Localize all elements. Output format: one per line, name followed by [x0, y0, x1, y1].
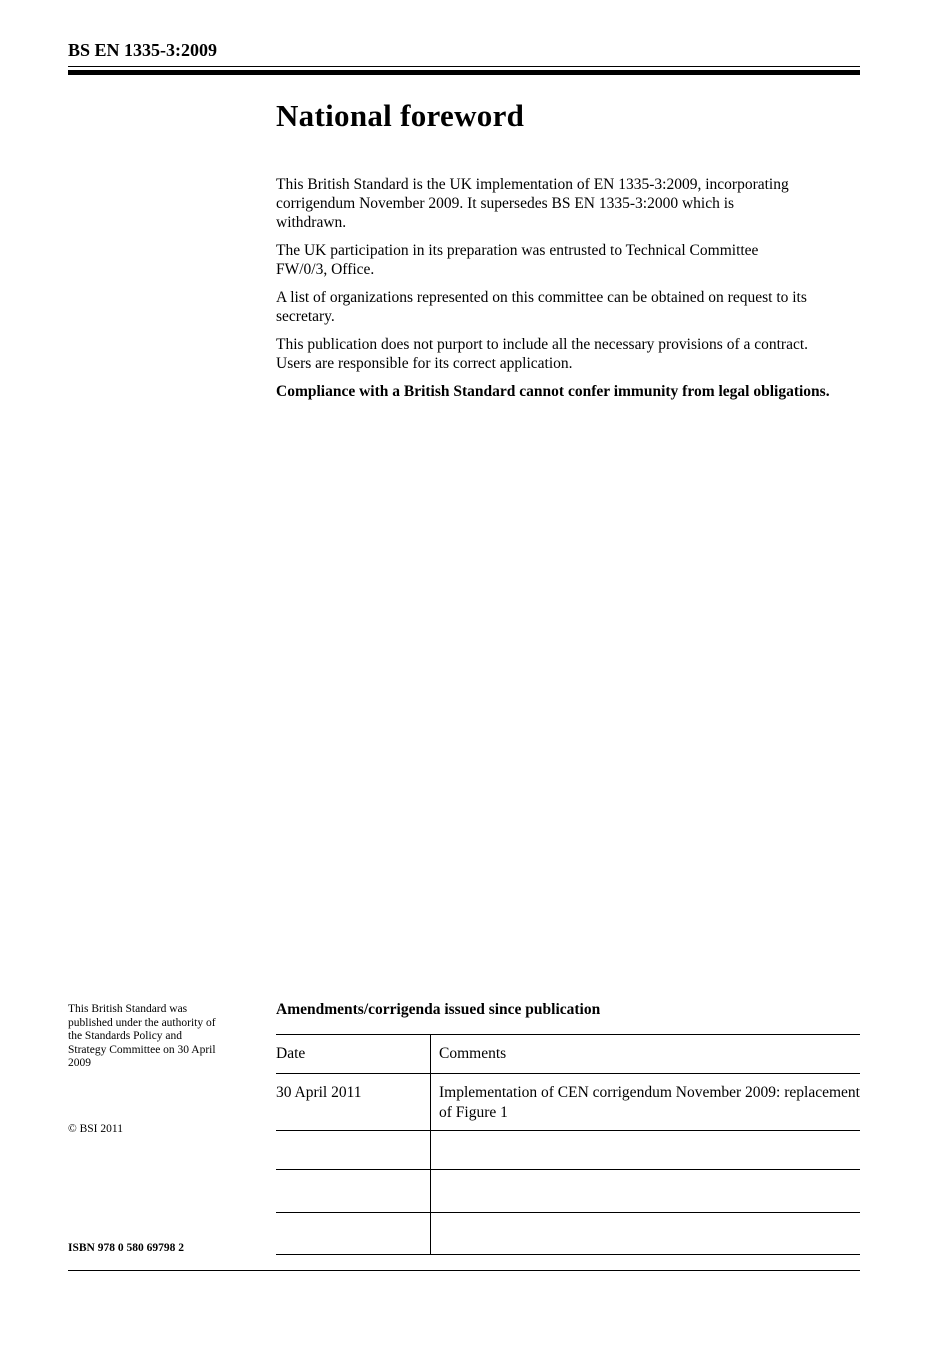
- amendment-date: [276, 1213, 431, 1255]
- foreword-body: [276, 175, 846, 410]
- foreword-paragraph: This British Standard is the UK implementation of EN 1335-3:2009, incorporating corrigendum November 2009. It supersedes BS EN 1335-3:2000 which is withdrawn.: [276, 176, 789, 231]
- amendments-table: [276, 1034, 860, 1255]
- amendment-date: 30 April 2011: [276, 1074, 431, 1131]
- copyright-notice: © BSI 2011: [68, 1123, 123, 1135]
- table-row: [276, 1213, 860, 1255]
- footer-rule: [68, 1270, 860, 1271]
- amendment-date: [276, 1170, 431, 1213]
- amendment-date: [276, 1131, 431, 1170]
- table-header-row: [276, 1035, 860, 1074]
- amendment-comment: [431, 1213, 861, 1255]
- header-rule-thin: [68, 66, 860, 67]
- foreword-paragraph: The UK participation in its preparation was entrusted to Technical Committee FW/0/3, Office.: [276, 242, 759, 278]
- column-header-comments: Comments: [431, 1035, 861, 1074]
- amendment-comment: [431, 1170, 861, 1213]
- table-row: [276, 1074, 860, 1131]
- compliance-notice: Compliance with a British Standard cannot confer immunity from legal obligations.: [276, 383, 830, 400]
- foreword-paragraph: This publication does not purport to include all the necessary provisions of a contract. Users are responsible for its correct application.: [276, 336, 809, 372]
- page-title: National foreword: [276, 98, 525, 133]
- standard-id: BS EN 1335-3:2009: [68, 40, 218, 60]
- header-rule-thick: [68, 70, 860, 75]
- table-row: [276, 1170, 860, 1213]
- foreword-paragraph: A list of organizations represented on this committee can be obtained on request to its secretary.: [276, 289, 807, 325]
- table-row: [276, 1131, 860, 1170]
- amendments-heading: Amendments/corrigenda issued since publication: [276, 1001, 601, 1018]
- isbn: ISBN 978 0 580 69798 2: [68, 1242, 184, 1254]
- publication-note: This British Standard was published under the authority of the Standards Policy and Strategy Committee on 30 April 2009: [68, 1003, 216, 1070]
- amendment-comment: [431, 1131, 861, 1170]
- amendment-comment: Implementation of CEN corrigendum November 2009: replacement of Figure 1: [431, 1074, 861, 1131]
- column-header-date: Date: [276, 1035, 431, 1074]
